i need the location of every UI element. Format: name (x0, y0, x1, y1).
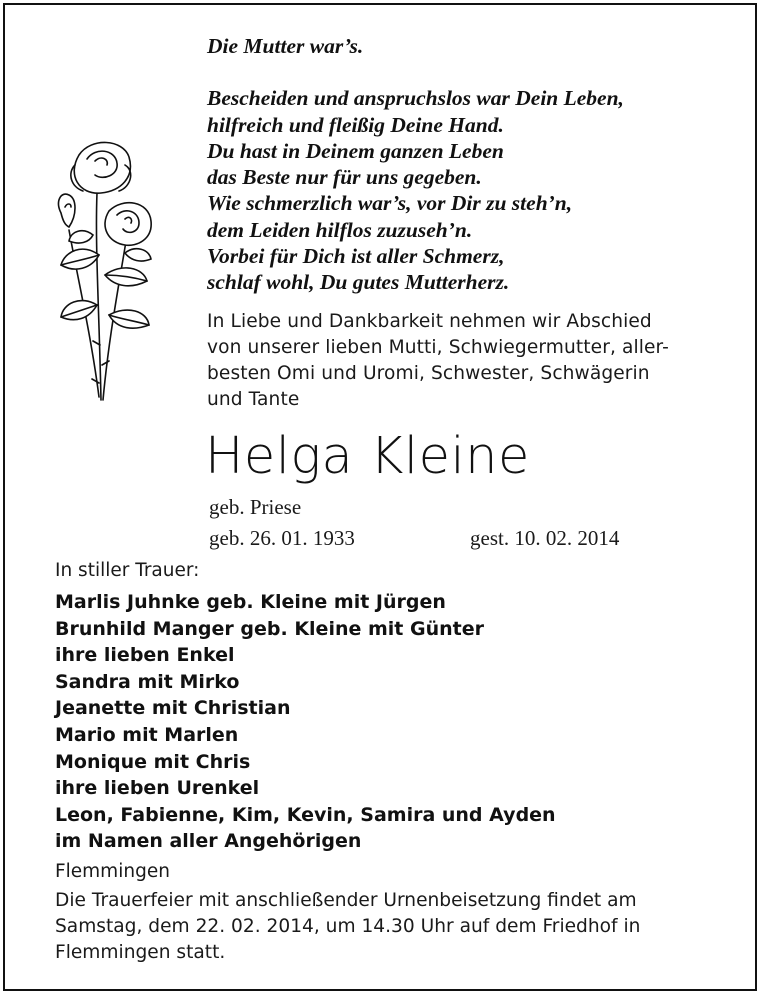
poem-line: Wie schmerzlich war’s, vor Dir zu steh’n, (207, 191, 573, 216)
poem-line: Du hast in Deinem ganzen Leben (207, 138, 504, 163)
farewell-line: besten Omi und Uromi, Schwester, Schwägerin (207, 363, 650, 384)
mourner-line: Brunhild Manger geb. Kleine mit Günter (55, 617, 484, 640)
mourner-line: Jeanette mit Christian (55, 697, 291, 720)
funeral-line: Flemmingen statt. (55, 942, 226, 963)
poem-line: das Beste nur für uns gegeben. (207, 165, 482, 190)
farewell-line: und Tante (207, 389, 300, 410)
farewell-text (207, 309, 727, 413)
rose-icon (39, 135, 179, 405)
mourner-line: Monique mit Chris (55, 750, 251, 773)
poem-line: hilfreich und fleißig Deine Hand. (207, 112, 504, 137)
funeral-notice (55, 888, 745, 966)
mourner-line: Marlis Juhnke geb. Kleine mit Jürgen (55, 591, 446, 613)
poem-line: Bescheiden und anspruchslos war Dein Leben, (207, 86, 624, 111)
obituary-frame (3, 3, 757, 991)
mourners-list (55, 589, 735, 855)
death-date: gest. 10. 02. 2014 (470, 526, 620, 550)
mourner-line: Leon, Fabienne, Kim, Kevin, Samira und Ayden (55, 803, 556, 826)
mourner-line: im Namen aller Angehörigen (55, 830, 362, 853)
farewell-line: von unserer lieben Mutti, Schwiegermutter, aller- (207, 337, 669, 358)
mourner-line: Mario mit Marlen (55, 723, 239, 746)
farewell-line: In Liebe und Dankbarkeit nehmen wir Abschied (207, 311, 652, 332)
mourner-line: ihre lieben Enkel (55, 644, 235, 667)
funeral-line: Samstag, dem 22. 02. 2014, um 14.30 Uhr auf dem Friedhof in (55, 916, 641, 937)
maiden-name: geb. Priese (209, 495, 302, 519)
poem-intro: Die Mutter war’s. (207, 34, 364, 58)
birth-date: geb. 26. 01. 1933 (209, 526, 355, 550)
place-name: Flemmingen (55, 861, 170, 882)
mourning-header: In stiller Trauer: (55, 560, 200, 581)
poem-line: dem Leiden hilflos zuzuseh’n. (207, 217, 473, 242)
poem-line: schlaf wohl, Du gutes Mutterherz. (207, 270, 510, 295)
funeral-line: Die Trauerfeier mit anschließender Urnenbeisetzung findet am (55, 890, 637, 911)
mourner-line: ihre lieben Urenkel (55, 777, 260, 800)
deceased-name: Helga Kleine (205, 427, 530, 486)
poem (207, 33, 747, 296)
mourner-line: Sandra mit Mirko (55, 670, 240, 693)
poem-line: Vorbei für Dich ist aller Schmerz, (207, 244, 505, 269)
